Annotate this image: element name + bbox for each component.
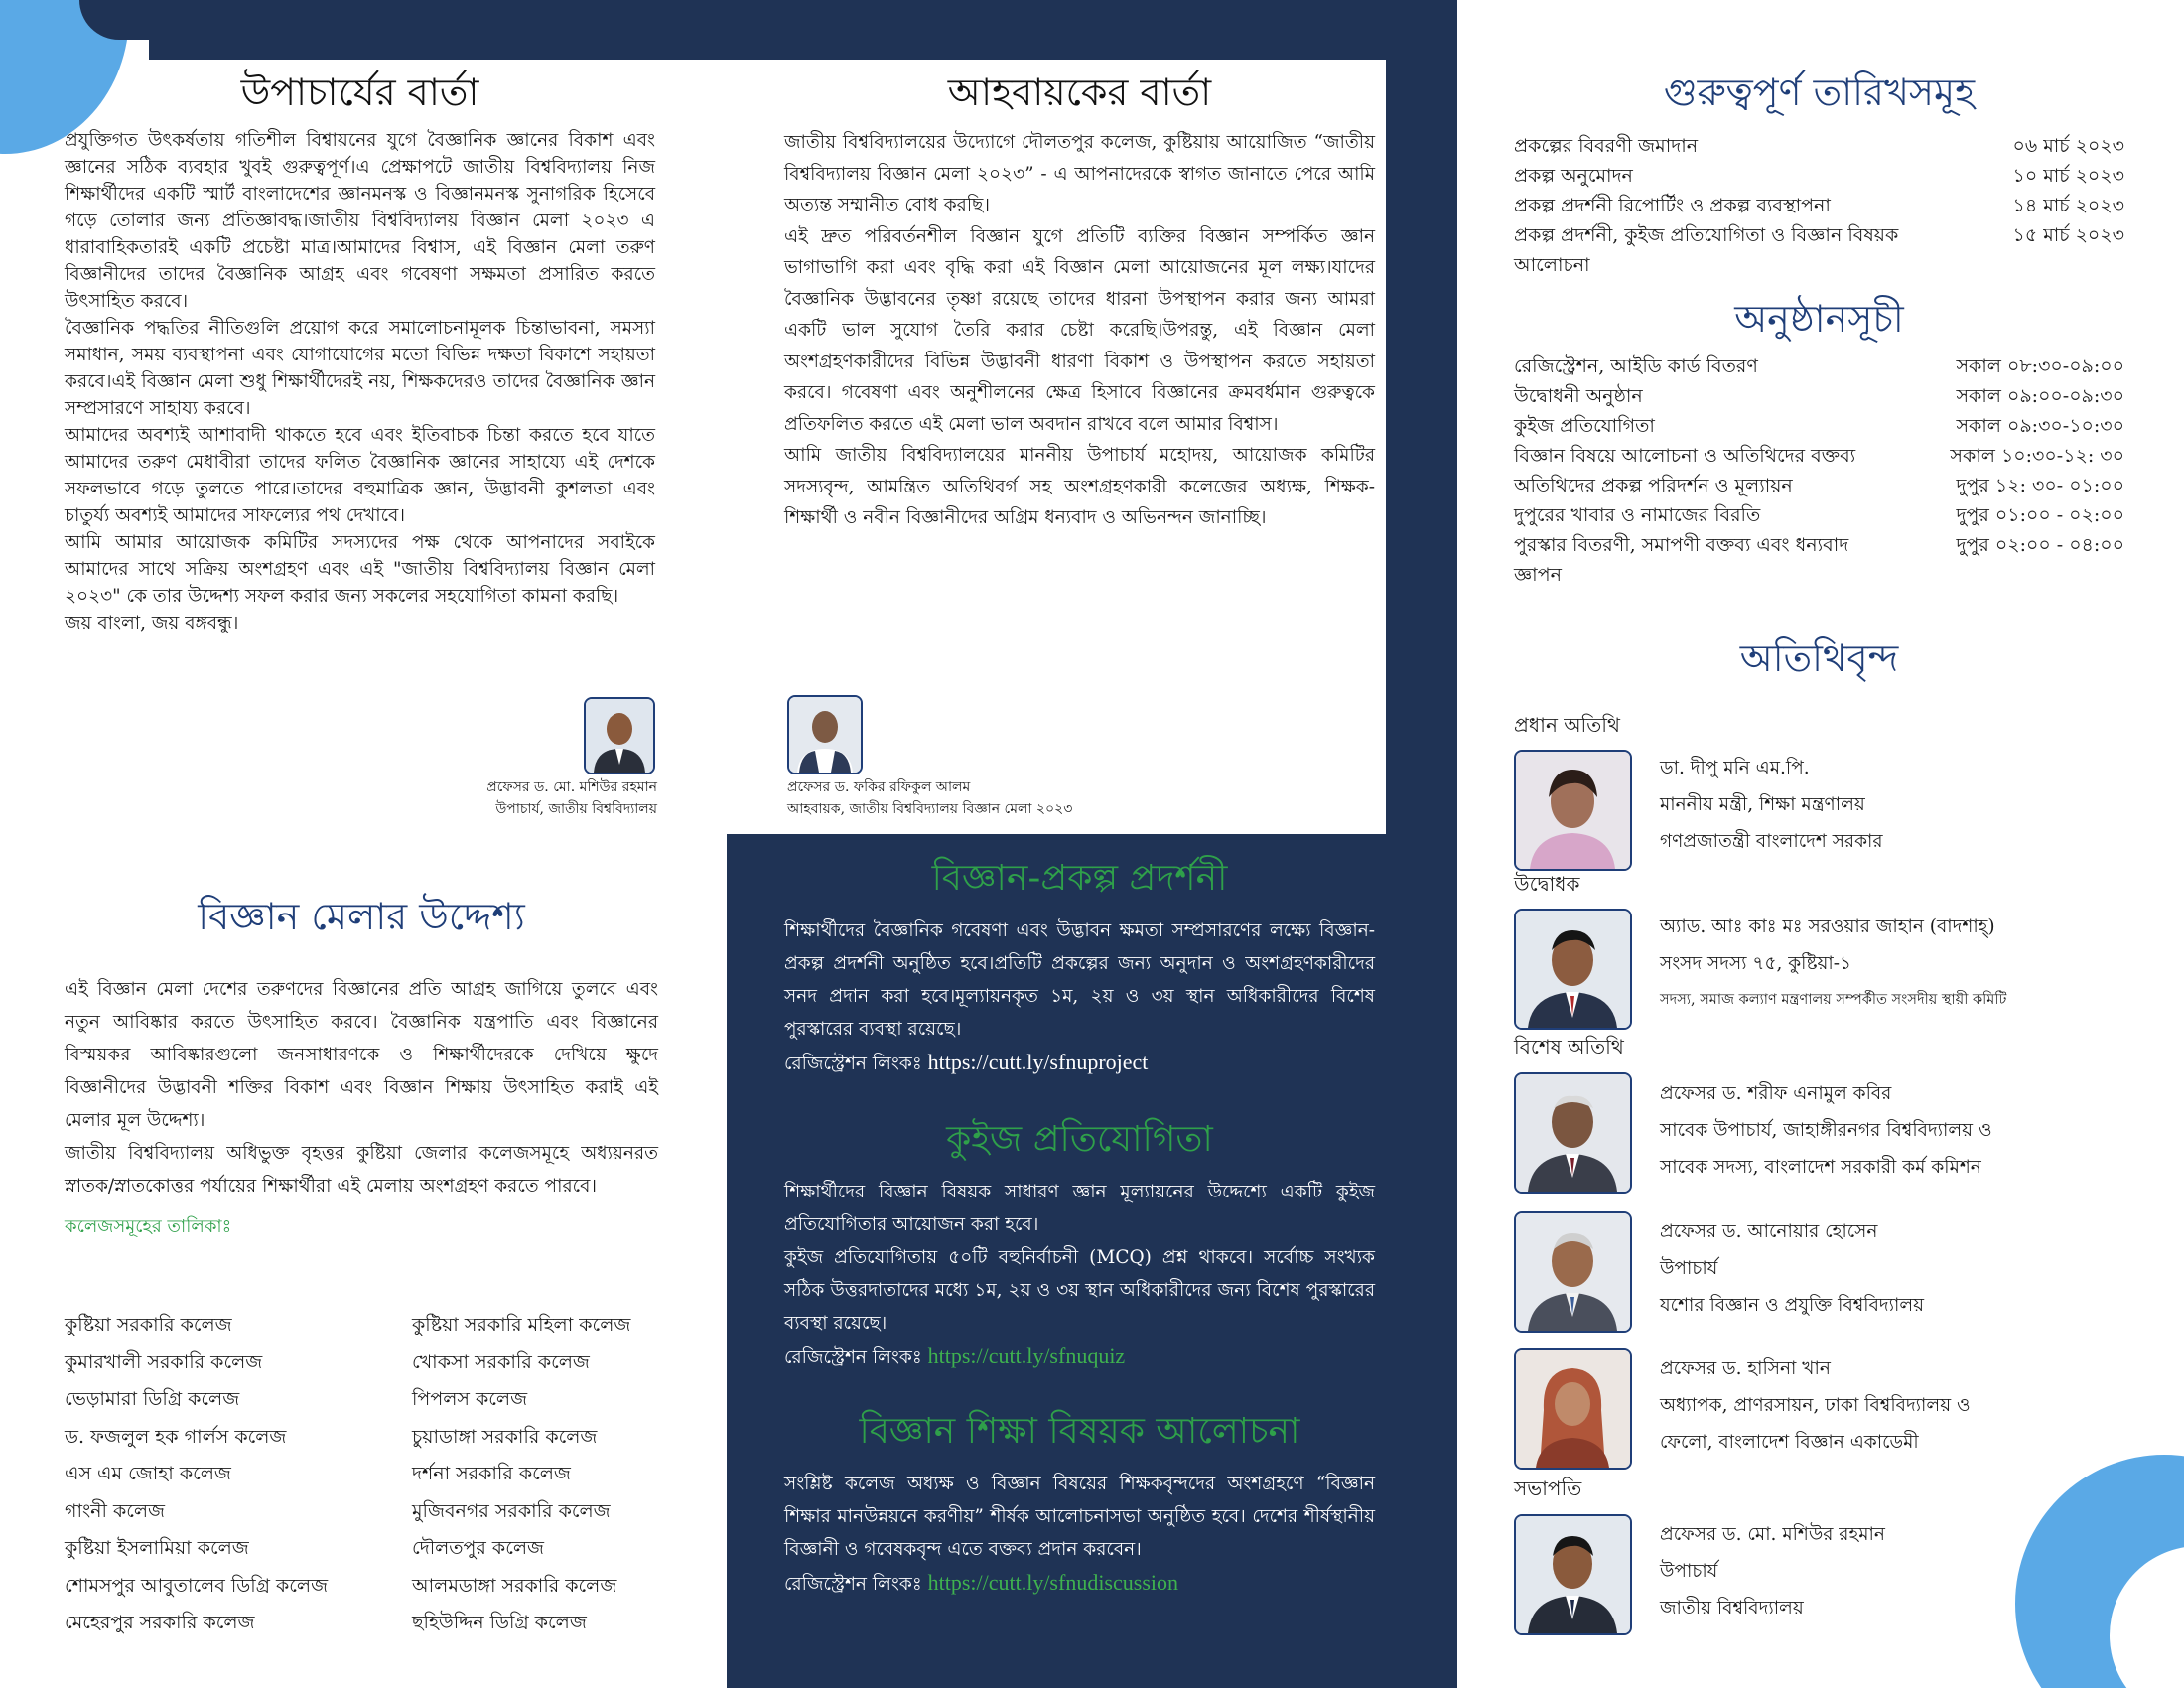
schedule-item: কুইজ প্রতিযোগিতা	[1514, 415, 1655, 437]
date-row	[1514, 191, 2124, 220]
schedule-row	[1514, 471, 2124, 500]
vc-paragraph: বৈজ্ঞানিক পদ্ধতির নীতিগুলি প্রয়োগ করে সমালোচনামূলক চিন্তাভাবনা, সমস্যা সমাধান, সময় ব্যবস্থাপনা এবং যোগাযোগের মতো বিভিন্ন দক্ষতা বিকাশে সহায়তা করবে।এই বিজ্ঞান মেলা শুধু শিক্ষার্থীদেরই নয়, শিক্ষকদেরও তাদের বৈজ্ঞানিক জ্ঞান সম্প্রসারণে সাহায্য করবে।	[65, 318, 655, 419]
college-list-right	[412, 1307, 710, 1642]
schedule-row	[1514, 530, 2124, 590]
vc-signature-title: উপাচার্য, জাতীয় বিশ্ববিদ্যালয়	[495, 801, 657, 817]
schedule-time: দুপুর ০১:০০ - ০২:০০	[1956, 504, 2124, 526]
vc-paragraph: আমাদের অবশ্যই আশাবাদী থাকতে হবে এবং ইতিবাচক চিন্তা করতে হবে যাতে আমাদের তরুণ মেধাবীরা তাদের ফলিত বৈজ্ঞানিক জ্ঞানের সাহায্যে এই দেশকে সফলভাবে গড়ে তুলতে পারে।তাদের বহুমাত্রিক জ্ঞান, উদ্ভাবনী কুশলতা এবং চাতুর্য্য অবশ্যই আমাদের সাফল্যের পথ দেখাবে।	[65, 425, 655, 526]
schedule-row	[1514, 441, 2124, 471]
registration-label: রেজিস্ট্রেশন লিংকঃ	[784, 1574, 922, 1595]
college-item: কুষ্টিয়া সরকারি কলেজ	[65, 1314, 232, 1336]
guest-designation: অধ্যাপক, প্রাণরসায়ন, ঢাকা বিশ্ববিদ্যালয় ও	[1660, 1395, 1971, 1416]
schedule-row	[1514, 381, 2124, 411]
schedule-time: সকাল ১০:৩০-১২: ৩০	[1950, 445, 2124, 467]
vc-message-title: উপাচার্যের বার্তা	[240, 70, 479, 114]
guest-info	[1660, 1516, 2126, 1626]
guest-name: অ্যাড. আঃ কাঃ মঃ সরওয়ার জাহান (বাদশাহ্)	[1660, 916, 1995, 937]
guest-info	[1660, 1213, 2126, 1324]
important-dates-section	[1514, 58, 2124, 280]
convener-paragraph: আমি জাতীয় বিশ্ববিদ্যালয়ের মাননীয় উপাচার্য মহোদয়, আয়োজক কমিটির সদস্যবৃন্দ, আমন্ত্রিত অতিথিবর্গ সহ অংশগ্রহণকারী কলেজের অধ্যক্ষ, শিক্ষক-শিক্ষার্থী ও নবীন বিজ্ঞানীদের অগ্রিম ধন্যবাদ ও অভিনন্দন জানাচ্ছি।	[784, 445, 1375, 528]
college-list-left	[65, 1307, 392, 1642]
schedule-section	[1514, 286, 2124, 590]
guest-name: ডা. দীপু মনি এম.পি.	[1660, 758, 1810, 778]
left-navy-strip	[149, 0, 179, 60]
vc-message-section	[65, 58, 655, 636]
project-exhibition-text: শিক্ষার্থীদের বৈজ্ঞানিক গবেষণা এবং উদ্ভাবন ক্ষমতা সম্প্রসারণের লক্ষ্যে বিজ্ঞান-প্রকল্প প্রদর্শনী অনুষ্ঠিত হবে।প্রতিটি প্রকল্পের জন্য অনুদান ও অংশগ্রহণকারীদের সনদ প্রদান করা হবে।মূল্যায়নকৃত ১ম, ২য় ও ৩য় স্থান অধিকারীদের বিশেষ পুরস্কারের ব্যবস্থা রয়েছে।	[784, 920, 1375, 1040]
registration-label: রেজিস্ট্রেশন লিংকঃ	[784, 1054, 922, 1074]
convener-signature	[787, 776, 1125, 820]
vc-signature	[437, 776, 657, 820]
schedule-item: পুরস্কার বিতরণী, সমাপণী বক্তব্য এবং ধন্যবাদ জ্ঞাপন	[1514, 534, 1849, 586]
schedule-time: দুপুর ০২:০০ - ০৪:০০	[1956, 534, 2124, 556]
guest-organization: যশোর বিজ্ঞান ও প্রযুক্তি বিশ্ববিদ্যালয়	[1660, 1295, 1925, 1316]
college-item: ছহিউদ্দিন ডিগ্রি কলেজ	[412, 1612, 587, 1633]
project-registration-line	[784, 1046, 1375, 1080]
vc-paragraph: জয় বাংলা, জয় বঙ্গবন্ধু।	[65, 613, 239, 633]
guest-designation: উপাচার্য	[1660, 1258, 1718, 1279]
date-value: ১৫ মার্চ ২০২৩	[2012, 224, 2124, 246]
college-item: এস এম জোহা কলেজ	[65, 1463, 231, 1484]
guest-role-chief: প্রধান অতিথি	[1514, 713, 1620, 737]
project-exhibition-section	[784, 849, 1375, 1080]
discussion-registration-line	[784, 1566, 1375, 1601]
college-item: শোমসপুর আবুতালেব ডিগ্রি কলেজ	[65, 1574, 329, 1597]
guest-designation: সংসদ সদস্য ৭৫, কুষ্টিয়া-১	[1660, 953, 1852, 974]
discussion-title: বিজ্ঞান শিক্ষা বিষয়ক আলোচনা	[859, 1411, 1300, 1452]
date-label: প্রকল্প প্রদর্শনী রিপোর্টিং ও প্রকল্প ব্যবস্থাপনা	[1514, 195, 1831, 216]
discussion-registration-link[interactable]: https://cutt.ly/sfnudiscussion	[927, 1570, 1178, 1595]
date-label: প্রকল্পের বিবরণী জমাদান	[1514, 135, 1699, 157]
college-item: মেহেরপুর সরকারি কলেজ	[65, 1612, 255, 1633]
project-exhibition-title: বিজ্ঞান-প্রকল্প প্রদর্শনী	[931, 858, 1228, 899]
guest-info	[1660, 1075, 2126, 1186]
schedule-item: অতিথিদের প্রকল্প পরিদর্শন ও মূল্যায়ন	[1514, 475, 1793, 496]
important-dates-title: গুরুত্বপূর্ণ তারিখসমূহ	[1663, 70, 1976, 114]
guest-info	[1660, 1350, 2126, 1461]
schedule-time: দুপুর ১২: ৩০- ০১:০০	[1956, 475, 2124, 496]
convener-signature-title: আহবায়ক, জাতীয় বিশ্ববিদ্যালয় বিজ্ঞান মেলা ২০২৩	[787, 801, 1073, 817]
convener-paragraph: এই দ্রুত পরিবর্তনশীল বিজ্ঞান যুগে প্রতিটি ব্যক্তির বিজ্ঞান সম্পর্কিত জ্ঞান ভাগাভাগি করা এবং বৃদ্ধি করা এই বিজ্ঞান মেলা আয়োজনের মূল লক্ষ্য।যাদের বৈজ্ঞানিক উদ্ভাবনের তৃষ্ণা রয়েছে তাদের ধারনা উপস্থাপন করার জন্য আমরা একটি ভাল সুযোগ তৈরি করার চেষ্টা করেছি।উপরন্তু, এই বিজ্ঞান মেলা অংশগ্রহণকারীদের বিভিন্ন উদ্ভাবনী ধারণা বিকাশ ও উপস্থাপন করতে সহায়তা করবে। গবেষণা এবং অনুশীলনের ক্ষেত্র হিসাবে বিজ্ঞানের ক্রমবর্ধমান গুরুত্বকে প্রতিফলিত করতে এই মেলা ভাল অবদান রাখবে বলে আমার বিশ্বাস।	[784, 225, 1375, 435]
schedule-item: রেজিস্ট্রেশন, আইডি কার্ড বিতরণ	[1514, 355, 1758, 377]
date-label: প্রকল্প প্রদর্শনী, কুইজ প্রতিযোগিতা ও বিজ্ঞান বিষয়ক আলোচনা	[1514, 224, 1899, 276]
guest-photo	[1514, 1514, 1632, 1635]
schedule-item: বিজ্ঞান বিষয়ে আলোচনা ও অতিথিদের বক্তব্য	[1514, 445, 1856, 467]
quiz-title: কুইজ প্রতিযোগিতা	[946, 1119, 1213, 1160]
date-row	[1514, 131, 2124, 161]
college-item: দৌলতপুর কলেজ	[412, 1537, 545, 1559]
vc-signature-name: প্রফেসর ড. মো. মশিউর রহমান	[486, 779, 657, 795]
convener-message-section	[784, 58, 1375, 534]
college-item: পিপলস কলেজ	[412, 1388, 528, 1410]
convener-photo	[787, 695, 863, 774]
guest-designation: সাবেক উপাচার্য, জাহাঙ্গীরনগর বিশ্ববিদ্যালয় ও	[1660, 1120, 1992, 1141]
schedule-row	[1514, 352, 2124, 381]
guest-designation: মাননীয় মন্ত্রী, শিক্ষা মন্ত্রণালয়	[1660, 794, 1865, 815]
schedule-row	[1514, 500, 2124, 530]
college-item: দর্শনা সরকারি কলেজ	[412, 1463, 571, 1484]
college-item: মুজিবনগর সরকারি কলেজ	[412, 1499, 611, 1522]
purpose-paragraph: এই বিজ্ঞান মেলা দেশের তরুণদের বিজ্ঞানের প্রতি আগ্রহ জাগিয়ে তুলবে এবং নতুন আবিষ্কার করতে উৎসাহিত করবে। বৈজ্ঞানিক যন্ত্রপাতি এবং বিজ্ঞানের বিস্ময়কর আবিষ্কারগুলো জনসাধারণকে ও শিক্ষার্থীদেরকে দেখিয়ে ক্ষুদে বিজ্ঞানীদের উদ্ভাবনী শক্তির বিকাশ এবং বিজ্ঞান শিক্ষায় উৎসাহিত করাই এই মেলার মূল উদ্দেশ্য।	[65, 979, 658, 1131]
convener-signature-name: প্রফেসর ড. ফকির রফিকুল আলম	[787, 779, 971, 795]
guest-photo	[1514, 909, 1632, 1030]
college-item: কুমারখালী সরকারি কলেজ	[65, 1350, 263, 1373]
date-row	[1514, 220, 2124, 280]
vc-paragraph: আমি আমার আয়োজক কমিটির সদস্যদের পক্ষ থেকে আপনাদের সবাইকে আমাদের সাথে সক্রিয় অংশগ্রহণ এবং এই "জাতীয় বিশ্ববিদ্যালয় বিজ্ঞান মেলা ২০২৩" কে তার উদ্দেশ্য সফল করার জন্য সকলের সহযোগিতা কামনা করছি।	[65, 532, 655, 607]
guest-photo	[1514, 1211, 1632, 1333]
guest-organization: জাতীয় বিশ্ববিদ্যালয়	[1660, 1598, 1804, 1618]
college-item: খোকসা সরকারি কলেজ	[412, 1350, 590, 1373]
guest-name: প্রফেসর ড. মো. মশিউর রহমান	[1660, 1524, 1885, 1545]
guest-name: প্রফেসর ড. শরীফ এনামুল কবির	[1660, 1083, 1892, 1104]
college-item: কুষ্টিয়া সরকারি মহিলা কলেজ	[412, 1314, 631, 1336]
guest-info	[1660, 909, 2126, 1019]
guest-organization: ফেলো, বাংলাদেশ বিজ্ঞান একাডেমী	[1660, 1432, 1919, 1453]
college-item: ড. ফজলুল হক গার্লস কলেজ	[65, 1425, 287, 1448]
schedule-item: দুপুরের খাবার ও নামাজের বিরতি	[1514, 504, 1761, 526]
guest-name: প্রফেসর ড. হাসিনা খান	[1660, 1358, 1831, 1379]
schedule-title: অনুষ্ঠানসূচী	[1734, 297, 1904, 341]
college-item: কুষ্টিয়া ইসলামিয়া কলেজ	[65, 1537, 249, 1559]
college-list-label: কলেজসমূহের তালিকাঃ	[65, 1216, 232, 1237]
quiz-registration-link[interactable]: https://cutt.ly/sfnuquiz	[927, 1343, 1126, 1368]
guest-role-special: বিশেষ অতিথি	[1514, 1035, 1624, 1058]
convener-message-title: আহবায়কের বার্তা	[947, 70, 1212, 114]
discussion-section	[784, 1402, 1375, 1601]
guest-organization: সাবেক সদস্য, বাংলাদেশ সরকারী কর্ম কমিশন	[1660, 1157, 1981, 1178]
quiz-registration-line	[784, 1339, 1375, 1374]
guests-title: অতিথিবৃন্দ	[1739, 636, 1899, 680]
college-item: আলমডাঙ্গা সরকারি কলেজ	[412, 1574, 617, 1597]
guest-role-chair: সভাপতি	[1514, 1477, 1582, 1500]
quiz-text: কুইজ প্রতিযোগিতায় ৫০টি বহুনির্বাচনী (MCQ) প্রশ্ন থাকবে। সর্বোচ্চ সংখ্যক সঠিক উত্তরদাতাদের মধ্যে ১ম, ২য় ও ৩য় স্থান অধিকারীদের জন্য বিশেষ পুরস্কারের ব্যবস্থা রয়েছে।	[784, 1247, 1375, 1334]
college-item: ভেড়ামারা ডিগ্রি কলেজ	[65, 1388, 240, 1410]
college-item: চুয়াডাঙ্গা সরকারি কলেজ	[412, 1425, 598, 1448]
project-registration-link[interactable]: https://cutt.ly/sfnuproject	[927, 1050, 1149, 1074]
right-edge-strip	[1386, 60, 1457, 834]
schedule-time: সকাল ০৮:৩০-০৯:০০	[1956, 355, 2124, 377]
guest-organization: সদস্য, সমাজ কল্যাণ মন্ত্রণালয় সম্পর্কীত সংসদীয় স্থায়ী কমিটি	[1660, 992, 2007, 1008]
guest-photo	[1514, 1348, 1632, 1470]
vc-photo	[584, 697, 655, 774]
schedule-item: উদ্বোধনী অনুষ্ঠান	[1514, 385, 1643, 407]
guest-photo	[1514, 1072, 1632, 1194]
schedule-row	[1514, 411, 2124, 441]
convener-paragraph: জাতীয় বিশ্ববিদ্যালয়ের উদ্যোগে দৌলতপুর কলেজ, কুষ্টিয়ায় আয়োজিত “জাতীয় বিশ্ববিদ্যালয় বিজ্ঞান মেলা ২০২৩” - এ আপনাদেরকে স্বাগত জানাতে পেরে আমি অত্যন্ত সম্মানীত বোধ করছি।	[784, 132, 1375, 215]
schedule-time: সকাল ০৯:৩০-১০:৩০	[1956, 415, 2124, 437]
quiz-text: শিক্ষার্থীদের বিজ্ঞান বিষয়ক সাধারণ জ্ঞান মূল্যায়নের উদ্দেশ্যে একটি কুইজ প্রতিযোগিতার আয়োজন করা হবে।	[784, 1182, 1375, 1235]
date-row	[1514, 161, 2124, 191]
purpose-title: বিজ্ঞান মেলার উদ্দেশ্য	[198, 895, 525, 938]
discussion-text: সংশ্লিষ্ট কলেজ অধ্যক্ষ ও বিজ্ঞান বিষয়ের শিক্ষকবৃন্দদের অংশগ্রহণে “বিজ্ঞান শিক্ষার মানউন্নয়নে করণীয়” শীর্ষক আলোচনাসভা অনুষ্ঠিত হবে। দেশের শীর্ষস্থানীয় বিজ্ঞানী ও গবেষকবৃন্দ এতে বক্তব্য প্রদান করবেন।	[784, 1474, 1375, 1560]
registration-label: রেজিস্ট্রেশন লিংকঃ	[784, 1347, 922, 1368]
date-label: প্রকল্প অনুমোদন	[1514, 165, 1633, 187]
date-value: ০৬ মার্চ ২০২৩	[2012, 135, 2124, 157]
purpose-section	[65, 882, 658, 1243]
vc-paragraph: প্রযুক্তিগত উৎকর্ষতায় গতিশীল বিশ্বায়নের যুগে বৈজ্ঞানিক জ্ঞানের বিকাশ এবং জ্ঞানের সঠিক ব্যবহার খুবই গুরুত্বপূর্ণ।এ প্রেক্ষাপটে জাতীয় বিশ্ববিদ্যালয় নিজ শিক্ষার্থীদের একটি স্মার্ট বাংলাদেশের জ্ঞানমনস্ক ও বিজ্ঞানমনস্ক সুনাগরিক হিসেবে গড়ে তোলার জন্য প্রতিজ্ঞাবদ্ধ।জাতীয় বিশ্ববিদ্যালয় বিজ্ঞান মেলা ২০২৩ এ ধারাবাহিকতারই একটি প্রচেষ্টা মাত্র।আমাদের বিশ্বাস, এই বিজ্ঞান মেলা তরুণ বিজ্ঞানীদের তাদের বৈজ্ঞানিক আগ্রহ এবং গবেষণা সক্ষমতা প্রসারিত করতে উৎসাহিত করবে।	[65, 130, 655, 312]
guest-name: প্রফেসর ড. আনোয়ার হোসেন	[1660, 1221, 1878, 1242]
guest-designation: উপাচার্য	[1660, 1561, 1718, 1582]
purpose-paragraph: জাতীয় বিশ্ববিদ্যালয় অধিভুক্ত বৃহত্তর কুষ্টিয়া জেলার কলেজসমূহে অধ্যয়নরত স্নাতক/স্নাতকোত্তর পর্যায়ের শিক্ষার্থীরা এই মেলায় অংশগ্রহণ করতে পারবে।	[65, 1143, 658, 1196]
college-item: গাংনী কলেজ	[65, 1499, 166, 1522]
guest-organization: গণপ্রজাতন্ত্রী বাংলাদেশ সরকার	[1660, 831, 1883, 852]
date-value: ১০ মার্চ ২০২৩	[2012, 165, 2124, 187]
guest-photo	[1514, 750, 1632, 871]
schedule-time: সকাল ০৯:০০-০৯:৩০	[1956, 385, 2124, 407]
date-value: ১৪ মার্চ ২০২৩	[2012, 195, 2124, 216]
guest-role-inaugurator: উদ্বোধক	[1514, 872, 1580, 896]
quiz-section	[784, 1110, 1375, 1374]
guest-info	[1660, 750, 2126, 860]
